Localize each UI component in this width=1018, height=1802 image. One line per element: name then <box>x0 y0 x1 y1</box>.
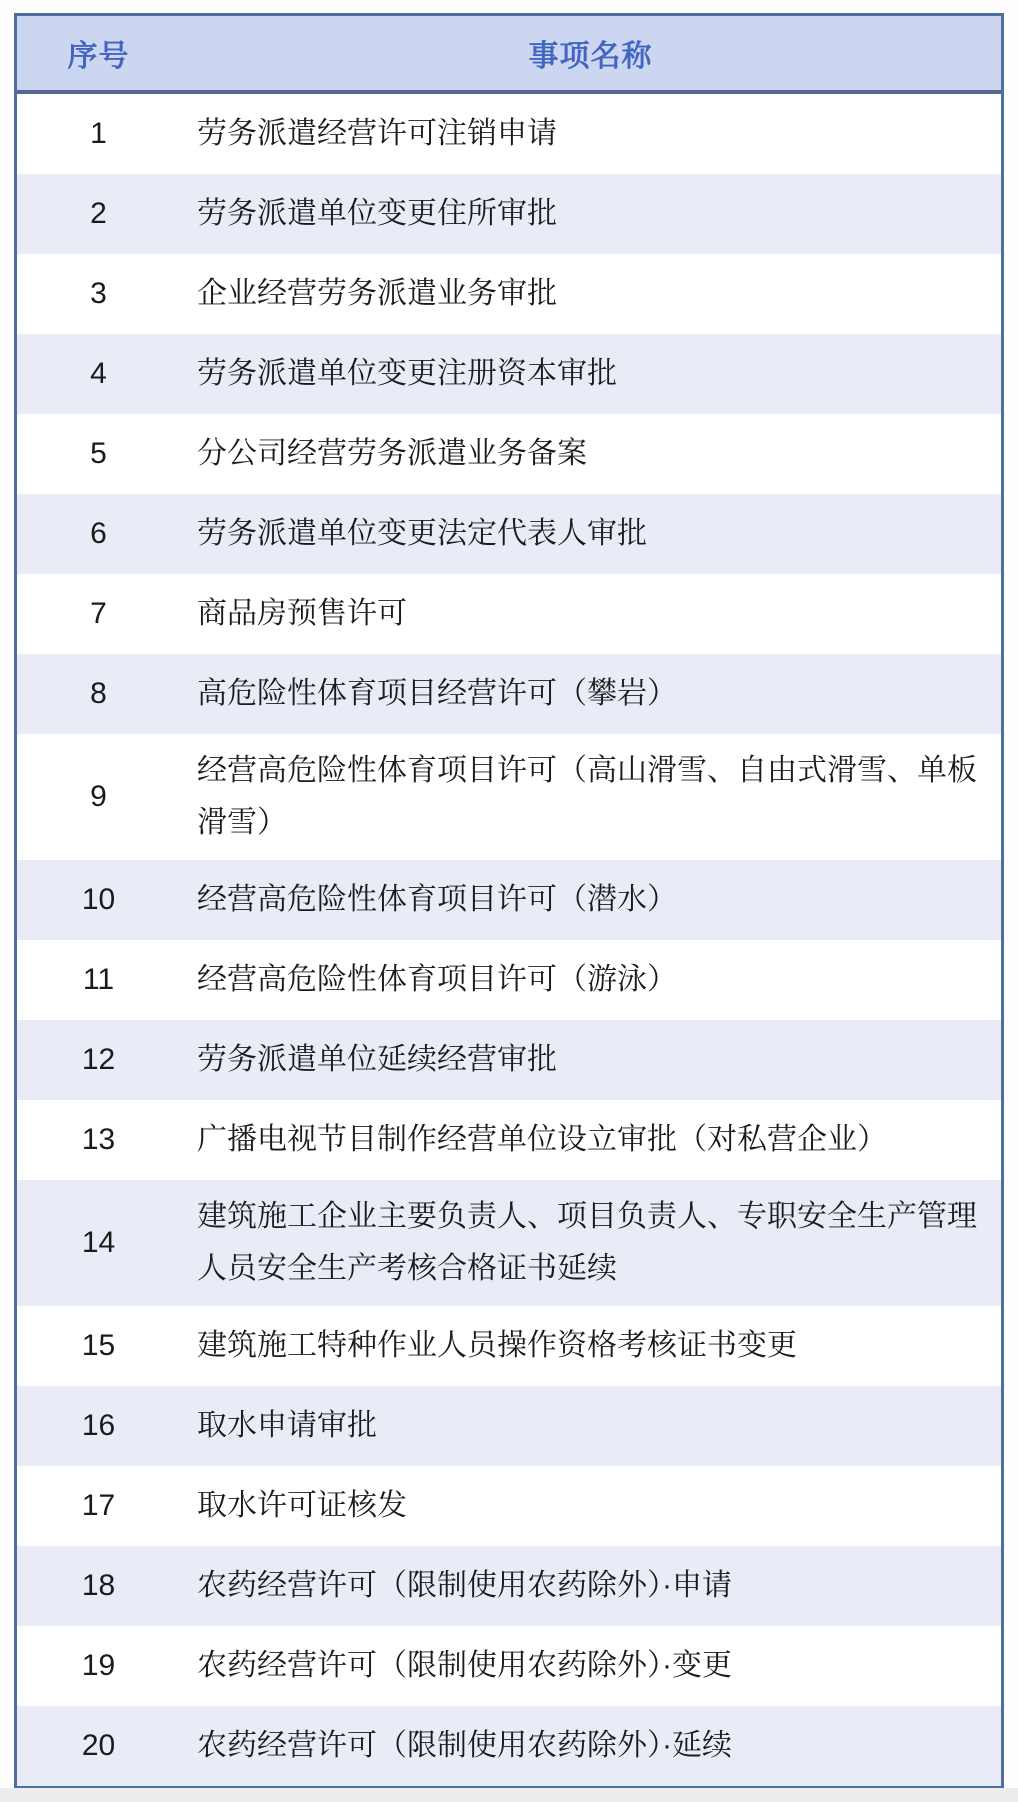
row-item-name: 经营高危险性体育项目许可（高山滑雪、自由式滑雪、单板滑雪） <box>197 754 977 839</box>
table-row <box>17 94 1001 174</box>
row-item-name: 建筑施工特种作业人员操作资格考核证书变更 <box>197 1329 797 1362</box>
row-item-name: 取水申请审批 <box>197 1409 377 1442</box>
row-serial-number: 13 <box>81 1123 116 1156</box>
row-item-name: 广播电视节目制作经营单位设立审批（对私营企业） <box>197 1123 887 1156</box>
row-serial-number: 5 <box>90 437 107 470</box>
row-serial-number: 7 <box>90 597 107 630</box>
row-serial-number: 20 <box>81 1729 116 1762</box>
row-serial-number: 14 <box>81 1226 116 1259</box>
table-row <box>17 1706 1001 1786</box>
row-serial-number: 10 <box>81 883 116 916</box>
row-item-name: 农药经营许可（限制使用农药除外）·延续 <box>197 1729 732 1762</box>
table-row <box>17 494 1001 574</box>
row-serial-number: 11 <box>82 963 115 996</box>
row-item-name: 商品房预售许可 <box>197 597 407 630</box>
row-serial-number: 2 <box>90 197 107 230</box>
table-row <box>17 860 1001 940</box>
row-serial-number: 12 <box>81 1043 116 1076</box>
row-serial-number: 4 <box>90 357 107 390</box>
row-serial-number: 17 <box>81 1489 116 1522</box>
row-item-name: 取水许可证核发 <box>197 1489 407 1522</box>
row-item-name: 劳务派遣单位变更法定代表人审批 <box>197 517 647 550</box>
row-item-name: 劳务派遣单位变更住所审批 <box>197 197 557 230</box>
items-table <box>14 13 1004 1789</box>
table-row <box>17 334 1001 414</box>
table-row <box>17 254 1001 334</box>
row-item-name: 农药经营许可（限制使用农药除外）·变更 <box>197 1649 732 1682</box>
row-item-name: 劳务派遣单位变更注册资本审批 <box>197 357 617 390</box>
table-body <box>17 94 1001 1786</box>
row-item-name: 企业经营劳务派遣业务审批 <box>197 277 557 310</box>
row-item-name: 劳务派遣经营许可注销申请 <box>197 117 557 150</box>
row-item-name: 经营高危险性体育项目许可（潜水） <box>197 883 677 916</box>
bottom-strip <box>0 1788 1018 1802</box>
row-item-name: 建筑施工企业主要负责人、项目负责人、专职安全生产管理人员安全生产考核合格证书延续 <box>197 1200 977 1285</box>
row-item-name: 高危险性体育项目经营许可（攀岩） <box>197 677 677 710</box>
table-row <box>17 174 1001 254</box>
table-row <box>17 1466 1001 1546</box>
table-row <box>17 1626 1001 1706</box>
row-serial-number: 1 <box>90 117 107 150</box>
row-item-name: 经营高危险性体育项目许可（游泳） <box>197 963 677 996</box>
table-row <box>17 1020 1001 1100</box>
table-row <box>17 1386 1001 1466</box>
table-row <box>17 414 1001 494</box>
row-serial-number: 19 <box>81 1649 116 1682</box>
row-item-name: 分公司经营劳务派遣业务备案 <box>197 437 587 470</box>
table-row <box>17 734 1001 860</box>
row-serial-number: 16 <box>81 1409 116 1442</box>
table-row <box>17 1546 1001 1626</box>
table-row <box>17 1306 1001 1386</box>
row-serial-number: 18 <box>81 1569 116 1602</box>
table-row <box>17 940 1001 1020</box>
row-serial-number: 6 <box>90 517 107 550</box>
table-row <box>17 574 1001 654</box>
header-item-name: 事项名称 <box>528 40 653 73</box>
row-serial-number: 9 <box>90 780 107 813</box>
header-serial-number: 序号 <box>67 40 130 73</box>
row-item-name: 劳务派遣单位延续经营审批 <box>197 1043 557 1076</box>
row-serial-number: 3 <box>90 277 107 310</box>
table-row <box>17 1180 1001 1306</box>
row-item-name: 农药经营许可（限制使用农药除外）·申请 <box>197 1569 732 1602</box>
table-header-row <box>17 16 1001 94</box>
row-serial-number: 8 <box>90 677 107 710</box>
table-row <box>17 654 1001 734</box>
table-row <box>17 1100 1001 1180</box>
row-serial-number: 15 <box>81 1329 116 1362</box>
